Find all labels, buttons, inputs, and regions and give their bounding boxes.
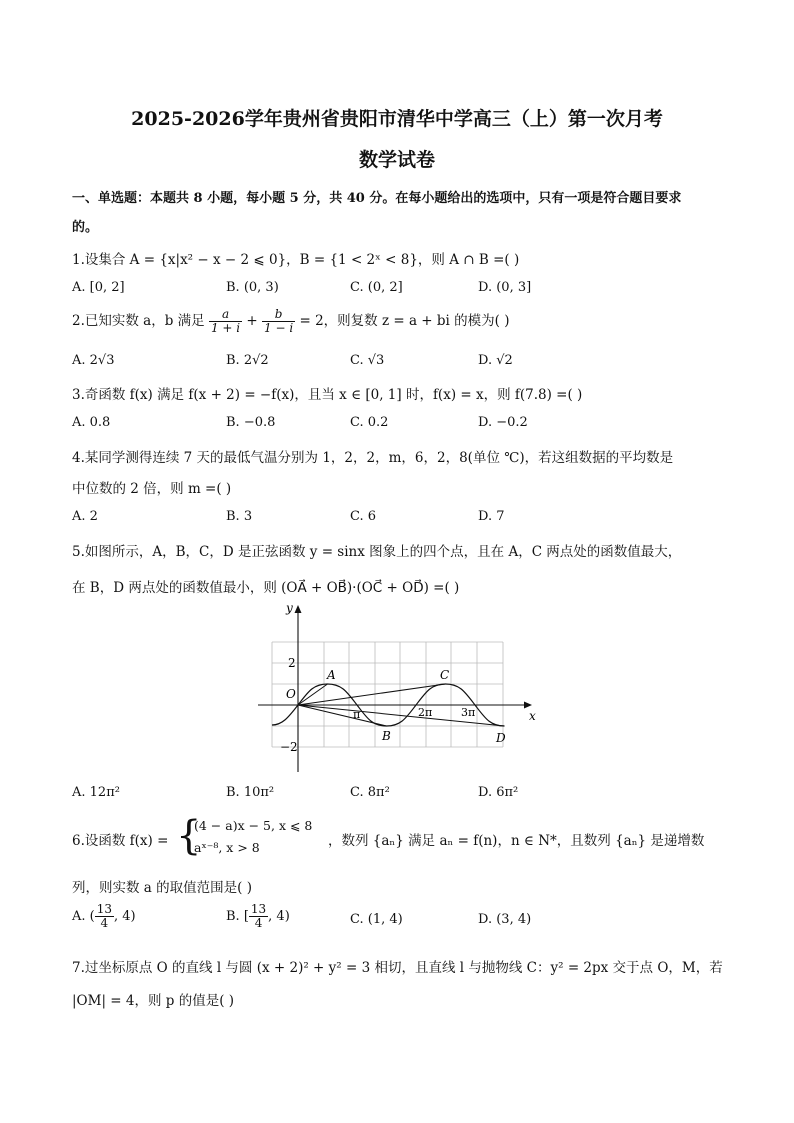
x-axis-arrow	[524, 702, 532, 709]
question-6-option-b	[226, 903, 290, 930]
question-2-stem-a: 2.已知实数 a，b 满足	[72, 313, 205, 329]
question-7-stem-line1: 7.过坐标原点 O 的直线 l 与圆 (x + 2)² + y² = 3 相切，且直线 l 与抛物线 C：y² = 2px 交于点 O，M，若	[72, 960, 723, 976]
question-2-fraction-2-den: 1 − i	[264, 321, 294, 335]
question-6-option-c: C. (1, 4)	[350, 912, 403, 927]
point-a-label: A	[327, 668, 336, 682]
question-2-option-b: B. 2√2	[226, 353, 269, 368]
question-4-option-c: C. 6	[350, 509, 377, 524]
option-b-den: 4	[254, 916, 263, 930]
question-3-stem: 3.奇函数 f(x) 满足 f(x + 2) = −f(x)，且当 x ∈ [0, 1] 时，f(x) = x，则 f(7.8) =( )	[72, 387, 583, 403]
ray-ob	[298, 705, 387, 726]
point-d-label: D	[496, 731, 506, 745]
question-4-stem-line2: 中位数的 2 倍，则 m =( )	[72, 481, 232, 497]
question-5-option-a: A. 12π²	[72, 785, 120, 800]
question-6-case-2: aˣ⁻⁸, x > 8	[194, 840, 260, 855]
question-4-option-d: D. 7	[478, 509, 505, 524]
tick-label-3pi: 3π	[461, 706, 476, 719]
option-a-prefix: A. (	[72, 909, 95, 924]
point-b-label: B	[382, 729, 391, 743]
question-2-stem	[72, 308, 509, 335]
option-a-fraction	[95, 903, 114, 930]
question-7-stem-line2: |OM| = 4，则 p 的值是( )	[72, 993, 235, 1009]
y-axis-label: y	[286, 601, 293, 615]
option-b-suffix: , 4)	[268, 909, 290, 924]
question-6-option-a	[72, 903, 136, 930]
tick-label-2pi: 2π	[418, 706, 433, 719]
question-1-option-a: A. [0, 2]	[72, 280, 125, 295]
question-2-stem-b: = 2，则复数 z = a + bi 的模为( )	[299, 313, 510, 329]
question-2-fraction-1-den: 1 + i	[210, 321, 241, 335]
question-4-option-a: A. 2	[72, 509, 98, 524]
question-5-stem-line2: 在 B，D 两点处的函数值最小，则 (OA⃗ + OB⃗)·(OC⃗ + OD⃗) =( )	[72, 580, 460, 596]
question-2-option-a: A. 2√3	[72, 353, 115, 368]
question-2-option-d: D. √2	[478, 353, 513, 368]
question-6-stem-suffix: ，数列 {aₙ} 满足 aₙ = f(n)，n ∈ N*，且数列 {aₙ} 是递增数	[328, 833, 705, 849]
sine-graph-figure	[250, 600, 550, 780]
option-b-num: 13	[250, 902, 267, 916]
question-2-fraction-1	[209, 308, 242, 335]
x-axis-label: x	[529, 709, 536, 723]
question-4-option-b: B. 3	[226, 509, 253, 524]
question-5-option-d: D. 6π²	[478, 785, 519, 800]
section-instructions-line2: 的。	[72, 220, 99, 235]
question-5-option-b: B. 10π²	[226, 785, 275, 800]
exam-subtitle: 数学试卷	[358, 149, 435, 171]
ray-oc	[298, 684, 446, 705]
question-5-stem-line1: 5.如图所示，A，B，C，D 是正弦函数 y = sinx 图象上的四个点，且在 A，C 两点处的函数值最大，	[72, 544, 682, 560]
question-6-case-1: (4 − a)x − 5, x ⩽ 8	[194, 818, 313, 833]
y-axis-arrow	[295, 605, 302, 613]
question-5-option-c: C. 8π²	[350, 785, 390, 800]
tick-label-2: 2	[288, 656, 296, 670]
plus-sign: +	[246, 313, 258, 329]
question-2-fraction-2-num: b	[262, 308, 295, 322]
question-6-option-d: D. (3, 4)	[478, 912, 532, 927]
question-1-stem: 1.设集合 A = {x|x² − x − 2 ⩽ 0}，B = {1 < 2ˣ < 8}，则 A ∩ B =( )	[72, 252, 520, 268]
piecewise-brace: {	[176, 813, 202, 859]
tick-label-pi: π	[353, 708, 361, 721]
question-3-option-c: C. 0.2	[350, 415, 389, 430]
section-instructions-line1: 一、单选题：本题共 8 小题，每小题 5 分，共 40 分。在每小题给出的选项中，只有一项是符合题目要求	[72, 191, 682, 206]
option-b-fraction	[249, 903, 268, 930]
question-1-option-c: C. (0, 2]	[350, 280, 403, 295]
option-a-den: 4	[100, 916, 109, 930]
question-2-fraction-2	[262, 308, 295, 335]
question-1-option-d: D. (0, 3]	[478, 280, 532, 295]
question-4-stem-line1: 4.某同学测得连续 7 天的最低气温分别为 1，2，2，m，6，2，8(单位 ℃)，若这组数据的平均数是	[72, 450, 674, 466]
question-3-option-d: D. −0.2	[478, 415, 528, 430]
exam-title: 2025-2026学年贵州省贵阳市清华中学高三（上）第一次月考	[131, 108, 663, 130]
tick-label-neg2: −2	[280, 740, 298, 754]
question-3-option-b: B. −0.8	[226, 415, 276, 430]
option-a-num: 13	[96, 902, 113, 916]
option-b-prefix: B. [	[226, 909, 249, 924]
point-c-label: C	[440, 668, 450, 682]
question-1-option-b: B. (0, 3)	[226, 280, 279, 295]
question-3-option-a: A. 0.8	[72, 415, 111, 430]
question-2-option-c: C. √3	[350, 353, 385, 368]
question-6-stem-line2: 列，则实数 a 的取值范围是( )	[72, 880, 252, 896]
question-2-fraction-1-num: a	[209, 308, 242, 322]
option-a-suffix: , 4)	[114, 909, 136, 924]
origin-label: O	[286, 687, 296, 701]
question-6-stem-prefix: 6.设函数 f(x) =	[72, 833, 169, 849]
